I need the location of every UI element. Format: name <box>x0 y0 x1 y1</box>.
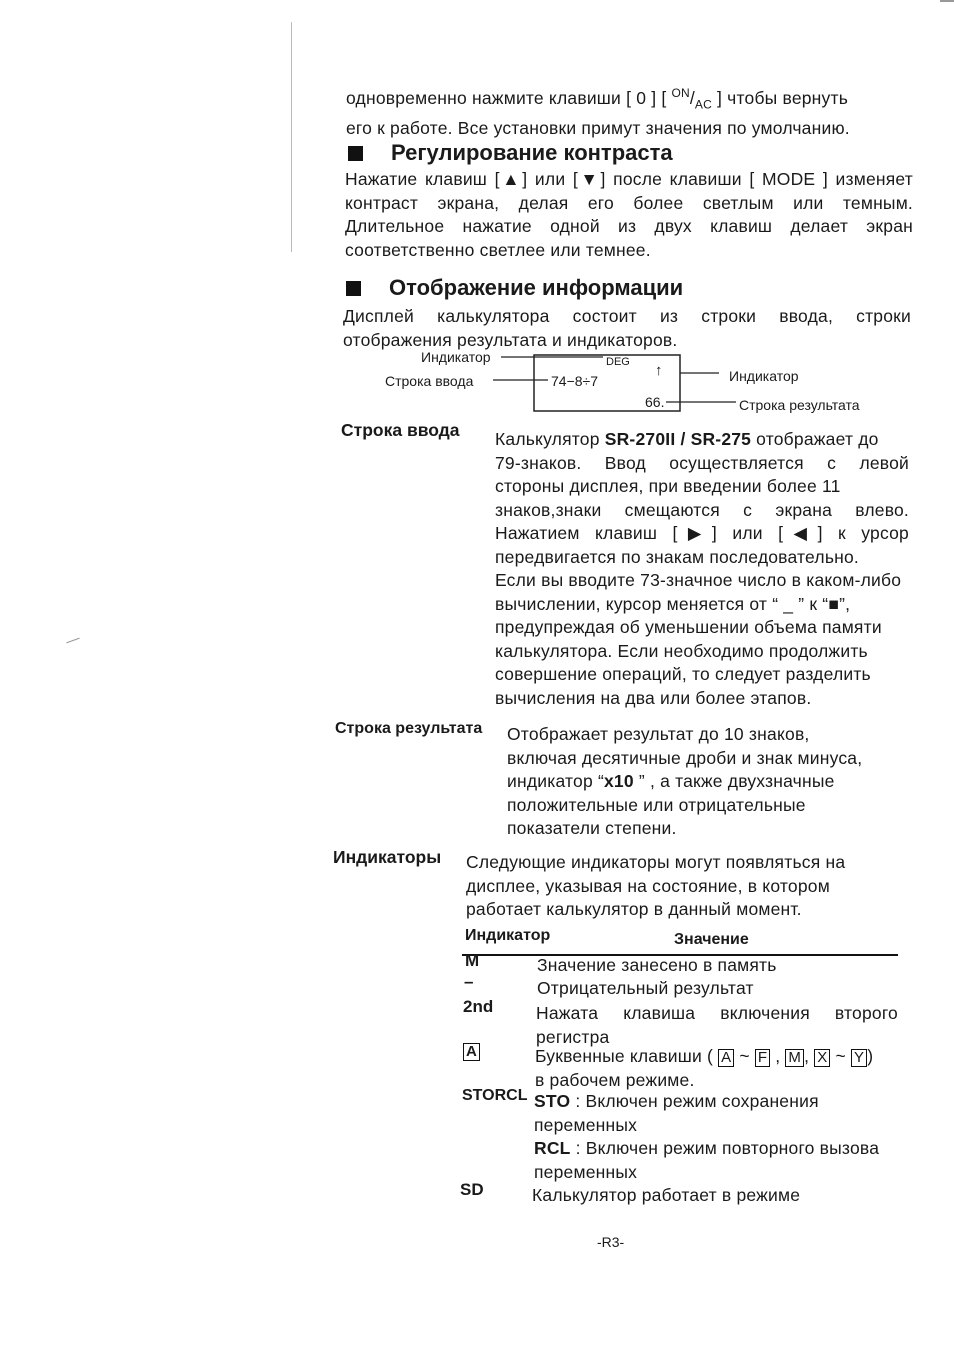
scan-mark <box>291 22 292 252</box>
display-paragraph <box>343 305 911 352</box>
sto-label: STO <box>534 1091 571 1111</box>
intro-line-2: его к работе. Все установки примут значения по умолчанию. <box>346 117 850 138</box>
indicator-a-box-icon: A <box>463 1043 480 1061</box>
input-line-paragraph <box>495 428 909 710</box>
contrast-paragraph <box>345 168 913 262</box>
result-line-line: показатели степени. <box>507 818 677 838</box>
indicator-storcl-value: STO : Включен режим сохранения переменных RCL : Включен режим повторного вызова переменных <box>534 1091 880 1182</box>
page-number: -R3- <box>597 1234 625 1250</box>
indicators-paragraph <box>466 851 886 922</box>
indicator-sd: SD <box>460 1180 484 1199</box>
indicator-a-value: Буквенные клавиши ( A ~ F , M , X ~ Y ) в рабочем режиме. <box>535 1046 874 1090</box>
input-line-line: совершение операций, то следует разделить <box>495 664 871 684</box>
input-line-line: калькулятора. Если необходимо продолжить <box>495 640 868 661</box>
input-line-label: Строка ввода <box>341 420 460 440</box>
intro-paragraph <box>346 82 916 140</box>
input-line-line: стороны дисплея, при введении более 11 <box>495 476 841 496</box>
model-sr270: SR-270II <box>604 429 676 449</box>
indicator-minus: – <box>464 972 474 991</box>
display-heading: Отображение информации <box>346 275 683 301</box>
contrast-heading: Регулирование контраста <box>348 140 673 166</box>
contrast-line: контраст экрана, делая его более светлым или темным. <box>345 192 913 213</box>
input-line-line: вычислении, курсор меняется от “ _ ” к “■”, <box>495 593 851 614</box>
input-line-first: Калькулятор SR-270II / SR-275 отображает до <box>495 429 879 449</box>
indicator-a <box>463 1043 480 1061</box>
input-line-line: знаков,знаки смещаются с экрана влево. <box>495 499 909 520</box>
key-y-icon: Y <box>851 1049 867 1067</box>
table-header-value: Значение <box>674 931 749 948</box>
diagram-label-result-line: Строка результата <box>739 397 860 413</box>
diagram-arrow-icon: ↑ <box>655 362 663 379</box>
contrast-line: Нажатие клавиш [▲] или [▼] после клавиши [ MODE ] изменяет <box>345 169 913 189</box>
indicator-sd-value: Калькулятор работает в режиме <box>532 1185 801 1205</box>
indicator-2nd: 2nd <box>463 997 494 1016</box>
diagram-result: 66. <box>645 394 665 410</box>
indicator-minus-value: Отрицательный результат <box>537 978 754 998</box>
indicator-m-value: Значение занесено в память <box>537 955 777 975</box>
input-line-line: Нажатием клавиш [▶] или [◀] к урсор <box>495 523 909 543</box>
input-line-line: вычисления на два или более этапов. <box>495 687 812 708</box>
diagram-deg-indicator: DEG <box>606 356 630 368</box>
display-line: отображения результата и индикаторов. <box>343 329 678 350</box>
indicators-label: Индикаторы <box>333 847 442 867</box>
indicator-storcl: STORCL <box>462 1087 528 1104</box>
intro-line-1: одновременно нажмите клавиши [ 0 ] [ $^{ON}/_{AC}$ ] чтобы вернуть <box>346 86 849 112</box>
indicator-m: M <box>465 951 480 970</box>
result-line-label: Строка результата <box>335 720 483 737</box>
result-line-line: индикатор “x10 ” , а также двухзначные <box>507 771 835 791</box>
key-x-icon: X <box>814 1049 830 1067</box>
diagram-label-input-line: Строка ввода <box>385 373 474 389</box>
scan-mark <box>66 638 79 644</box>
display-line: Дисплей калькулятора состоит из строки ввода, строки <box>343 306 911 326</box>
rcl-label: RCL <box>534 1138 571 1158</box>
contrast-line: соответственно светлее или темнее. <box>345 239 651 260</box>
x10-indicator: x10 <box>604 771 634 791</box>
diagram-label-indicator-right: Индикатор <box>729 368 799 384</box>
indicator-2nd-value: Нажата клавиша включения второго регистра <box>536 1003 898 1047</box>
indicators-table <box>460 926 900 1216</box>
heading-bullet-icon <box>346 281 361 296</box>
input-line-line: 79-знаков. Ввод осуществляется с левой <box>495 452 909 473</box>
indicators-line: дисплее, указывая на состояние, в котором <box>466 875 830 896</box>
result-line-line: включая десятичные дроби и знак минуса, <box>507 747 863 768</box>
model-sr275: SR-275 <box>690 429 752 449</box>
input-line-line: передвигается по знакам последовательно. <box>495 546 859 567</box>
table-header-indicator: Индикатор <box>465 927 551 944</box>
indicators-line: Следующие индикаторы могут появляться на <box>466 852 846 872</box>
diagram-label-indicator-left: Индикатор <box>421 349 491 365</box>
input-line-line: предупреждая об уменьшении объема памяти <box>495 617 882 637</box>
result-line-line: положительные или отрицательные <box>507 794 806 815</box>
key-a-icon: A <box>718 1049 734 1067</box>
key-f-icon: F <box>755 1049 770 1067</box>
diagram-expression: 74−8÷7 <box>551 373 599 389</box>
indicators-line: работает калькулятор в данный момент. <box>466 899 802 919</box>
input-line-line: Если вы вводите 73-значное число в каком-либо <box>495 570 902 590</box>
result-line-line: Отображает результат до 10 знаков, <box>507 724 810 744</box>
contrast-line: Длительное нажатие одной из двух клавиш делает экран <box>345 216 913 236</box>
result-line-paragraph <box>507 723 907 841</box>
scan-mark <box>940 0 954 2</box>
heading-bullet-icon <box>348 146 363 161</box>
key-m-icon: M <box>785 1049 804 1067</box>
